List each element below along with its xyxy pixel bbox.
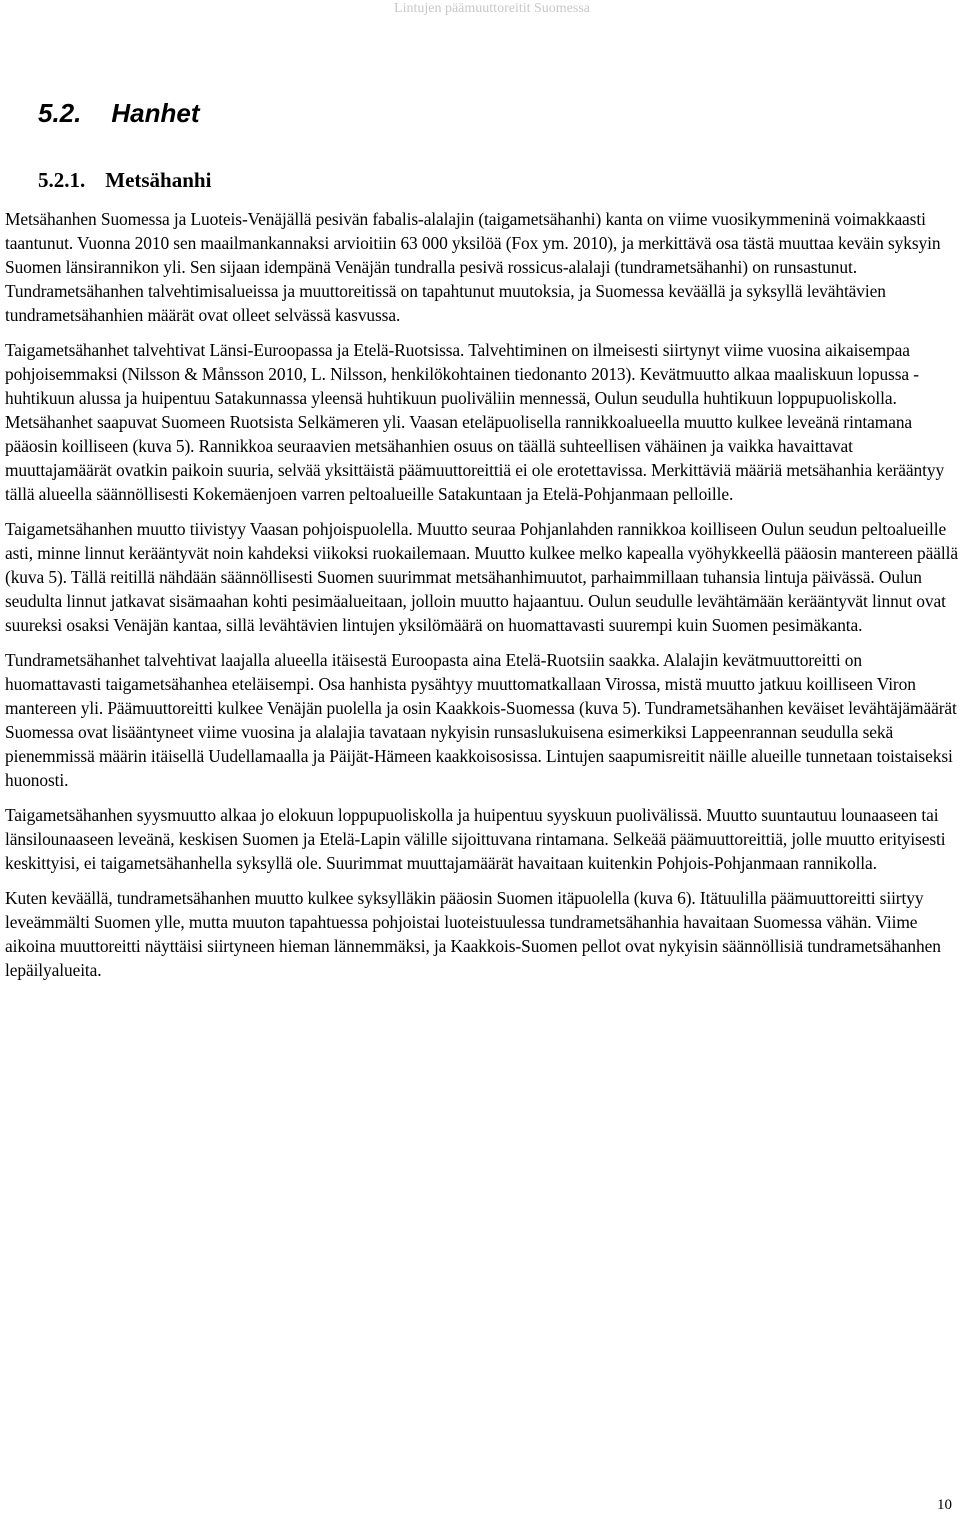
page-number: 10 [937,1497,952,1513]
paragraph: Tundrametsähanhet talvehtivat laajalla alueella itäisestä Euroopasta aina Etelä-Ruotsiin saakka. Alalajin kevätmuuttoreitti on huomattavasti taigametsähanhea eteläisempi. Osa hanhista pysähtyy muuttomatkallaan Virossa, mistä muutto jatkuu koilliseen Viron mantereen yli. Päämuuttoreitti kulkee Venäjän puolella ja osin Kaakkois-Suomessa (kuva 5). Tundrametsähanhen keväiset levähtäjämäärät Suomessa ovat lisääntyneet viime vuosina ja alalajia tavataan nykyisin runsaslukuisena esimerkiksi Lappeenrannan seudulla sekä pienemmissä määrin itäisellä Uudellamaalla ja Päijät-Hämeen kaakkoisosissa. Lintujen saapumisreitit näille alueille tunnetaan toistaiseksi huonosti. [5,650,957,790]
subsection-number: 5.2.1. [38,168,86,192]
section-heading [38,96,200,130]
running-header: Lintujen päämuuttoreitit Suomessa [394,1,590,16]
paragraph: Kuten keväällä, tundrametsähanhen muutto kulkee syksylläkin pääosin Suomen itäpuolella (kuva 6). Itätuulilla päämuuttoreitti siirtyy leveämmälti Suomen ylle, mutta muuton tapahtuessa pohjoistai luoteistuulessa tundrametsähanhia havaitaan Suomessa vähän. Viime aikoina muuttoreitti näyttäisi siirtyneen hieman lännemmäksi, ja Kaakkois-Suomen pellot ovat nykyisin säännöllisiä tundrametsähanhen lepäilyalueita. [5,888,941,980]
paragraph: Taigametsähanhen muutto tiivistyy Vaasan pohjoispuolella. Muutto seuraa Pohjanlahden rannikkoa koilliseen Oulun seudun peltoalueille asti, minne linnut kerääntyvät noin kahdeksi viikoksi ruokailemaan. Muutto kulkee melko kapealla vyöhykkeellä pääosin mantereen päällä (kuva 5). Tällä reitillä nähdään säännöllisesti Suomen suurimmat metsähanhimuutot, parhaimmillaan tuhansia lintuja päivässä. Oulun seudulta linnut jatkavat sisämaahan kohti pesimäalueitaan, jolloin muutto hajaantuu. Oulun seudulle levähtämään kerääntyvät linnut ovat suureksi osaksi Venäjän kantaa, sillä levähtävien lintujen yksilömäärä on huomattavasti suurempi kuin Suomen pesimäkanta. [5,519,958,635]
body-text [5,207,960,993]
subsection-heading [38,166,211,194]
section-number: 5.2. [38,98,82,128]
section-title: Hanhet [111,98,200,128]
paragraph: Taigametsähanhet talvehtivat Länsi-Euroopassa ja Etelä-Ruotsissa. Talvehtiminen on ilmeisesti siirtynyt viime vuosina aikaisempaa pohjoisemmaksi (Nilsson & Månsson 2010, L. Nilsson, henkilökohtainen tiedonanto 2013). Kevätmuutto alkaa maaliskuun lopussa - huhtikuun alussa ja huipentuu Satakunnassa yleensä huhtikuun puoliväliin mennessä, Oulun seudulla huhtikuun loppupuoliskolla. Metsähanhet saapuvat Suomeen Ruotsista Selkämeren yli. Vaasan eteläpuolisella rannikkoalueella muutto kulkee leveänä rintamana pääosin koilliseen (kuva 5). Rannikkoa seuraavien metsähanhien osuus on täällä suhteellisen vähäinen ja vaikka havaittavat muuttajamäärät ovatkin paikoin suuria, selvää yksittäistä päämuuttoreittiä ei ole erotettavissa. Merkittäviä määriä metsähanhia kerääntyy tällä alueella säännöllisesti Kokemäenjoen varren peltoalueille Satakuntaan ja Etelä-Pohjanmaan pelloille. [5,340,945,504]
subsection-title: Metsähanhi [105,168,212,192]
paragraph: Taigametsähanhen syysmuutto alkaa jo elokuun loppupuoliskolla ja huipentuu syyskuun puolivälissä. Muutto suuntautuu lounaaseen tai länsilounaaseen leveänä, keskisen Suomen ja Etelä-Lapin välille sijoittuvana rintamana. Selkeää päämuuttoreittiä, jolle muutto erityisesti keskittyisi, ei taigametsähanhella syksyllä ole. Suurimmat muuttajamäärät havaitaan kuitenkin Pohjois-Pohjanmaan rannikolla. [5,805,946,873]
paragraph: Metsähanhen Suomessa ja Luoteis-Venäjällä pesivän fabalis-alalajin (taigametsähanhi) kanta on viime vuosikymmeninä voimakkaasti taantunut. Vuonna 2010 sen maailmankannaksi arvioitiin 63 000 yksilöä (Fox ym. 2010), ja merkittävä osa tästä muuttaa keväin syksyin Suomen länsirannikon yli. Sen sijaan idempänä Venäjän tundralla pesivä rossicus-alalaji (tundrametsähanhi) on runsastunut. Tundrametsähanhen talvehtimisalueissa ja muuttoreitissä on tapahtunut muutoksia, ja Suomessa keväällä ja syksyllä levähtävien tundrametsähanhien määrät ovat olleet selvässä kasvussa. [5,209,941,325]
